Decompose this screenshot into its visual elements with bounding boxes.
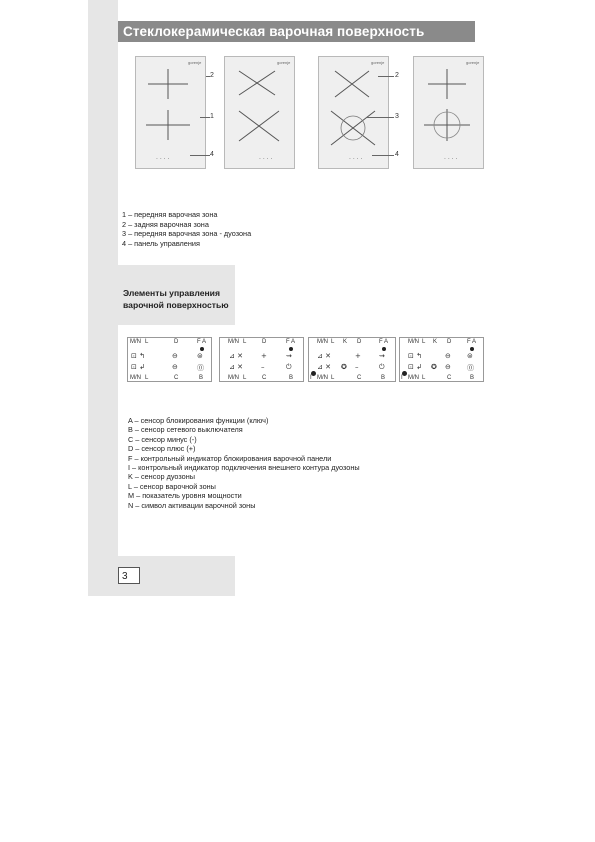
panel-label: M/N [317, 339, 328, 345]
panel-label: M/N [228, 339, 239, 345]
callout-label: 3 [395, 113, 399, 120]
page-footer-box [88, 556, 235, 596]
lock-icon: ⊜ [467, 352, 473, 360]
duozone-icon: ✪ [431, 363, 437, 371]
zone-display-icon: ⊡ ↲ [408, 363, 422, 371]
brand-logo: gorenje [466, 60, 480, 65]
zone-display-icon: ⊿ ✕ [317, 352, 331, 360]
zone-display-icon: ⊡ ↲ [131, 363, 145, 371]
list-item: L – сенсор варочной зоны [128, 481, 216, 491]
panel-label: L [331, 375, 335, 381]
power-icon: ⓪ [197, 364, 204, 372]
panel-label: L [243, 339, 247, 345]
list-item: I – контрольный индикатор подключения внешнего контура дуозоны [128, 463, 360, 473]
section-title: Элементы управления варочной поверхностью [123, 288, 229, 310]
control-panel-3 [308, 337, 396, 382]
plus-icon: + [261, 352, 267, 360]
panel-label: D [262, 339, 267, 345]
callout-line [206, 76, 210, 77]
svg-text:· · · ·: · · · · [156, 156, 170, 163]
panel-label: B [381, 375, 386, 381]
control-panel-4 [399, 337, 484, 382]
list-item: A – сенсор блокирования функции (ключ) [128, 416, 269, 425]
hob-panel-2 [224, 56, 295, 169]
list-item: C – сенсор минус (-) [128, 434, 197, 444]
panel-label: I [310, 375, 312, 381]
hob-panel-4 [413, 56, 484, 169]
list-item: D – сенсор плюс (+) [128, 444, 196, 454]
callout-label: 2 [210, 72, 214, 79]
panel-label: L [243, 375, 247, 381]
plus-icon: ⊖ [172, 352, 178, 360]
brand-logo: gorenje [277, 60, 291, 65]
lock-indicator [200, 347, 204, 351]
panel-label: M/N [317, 375, 328, 381]
page-sidebar [88, 0, 118, 596]
legend-item: 3 – передняя варочная зона - дуозона [122, 229, 252, 239]
callout-line [190, 155, 210, 156]
panel-label: K [343, 339, 348, 345]
panel-label: L [145, 339, 149, 345]
minus-icon: ⊖ [172, 363, 178, 371]
panel-label: D [174, 339, 179, 345]
legend-item: 1 – передняя варочная зона [122, 210, 218, 219]
panel-label: F A [197, 339, 207, 345]
panel-label: I [401, 375, 403, 381]
zone-display-icon: ⊡ ↰ [408, 352, 422, 360]
hob-panel-3 [318, 56, 389, 169]
panel-label: F A [379, 339, 389, 345]
minus-icon: – [355, 363, 359, 371]
plus-icon: + [355, 352, 361, 360]
panel-label: M/N [408, 375, 419, 381]
minus-icon: – [261, 363, 265, 371]
panel-label: M/N [130, 375, 141, 381]
panel-label: C [357, 375, 362, 381]
lock-icon: ⊜ [197, 352, 203, 360]
panel-label: M/N [228, 375, 239, 381]
minus-icon: ⊖ [445, 363, 451, 371]
figure-legend [122, 210, 251, 248]
svg-text:· · · ·: · · · · [349, 156, 363, 163]
control-panel-1 [127, 337, 212, 382]
panel-label: B [289, 375, 294, 381]
zone-display-icon: ⊿ ✕ [229, 352, 243, 360]
callout-line [366, 117, 394, 118]
panel-label: L [422, 375, 426, 381]
lock-indicator [382, 347, 386, 351]
panel-label: K [433, 339, 438, 345]
page-number: 3 [118, 567, 140, 584]
callout-line [200, 117, 210, 118]
list-item: B – сенсор сетевого выключателя [128, 425, 243, 435]
callout-label: 2 [395, 72, 399, 79]
hob-panel-1 [135, 56, 206, 169]
panel-label: L [422, 339, 426, 345]
panel-label: F A [467, 339, 477, 345]
panel-label: C [447, 375, 452, 381]
callout-label: 1 [210, 113, 214, 120]
brand-logo: gorenje [188, 60, 202, 65]
panel-label: L [145, 375, 149, 381]
legend-item: 4 – панель управления [122, 238, 200, 248]
elements-list [128, 416, 360, 510]
control-panel-2 [219, 337, 304, 382]
callout-line [378, 76, 394, 77]
panel-label: M/N [408, 339, 419, 345]
panel-label: D [447, 339, 452, 345]
zone-display-icon: ⊿ ✕ [229, 363, 243, 371]
zone-display-icon: ⊿ ✕ [317, 363, 331, 371]
panel-label: F A [286, 339, 296, 345]
power-icon: ⓪ [467, 364, 474, 372]
panel-label: L [331, 339, 335, 345]
lock-indicator [470, 347, 474, 351]
plus-icon: ⊖ [445, 352, 451, 360]
panel-label: B [470, 375, 475, 381]
list-item: N – символ активации варочной зоны [128, 500, 256, 510]
panel-label: C [174, 375, 179, 381]
power-icon: ⏻ [379, 363, 385, 371]
power-icon: ⏻ [286, 363, 292, 371]
callout-label: 4 [395, 151, 399, 158]
legend-item: 2 – задняя варочная зона [122, 219, 209, 229]
lock-indicator [289, 347, 293, 351]
lock-icon: ⇝ [286, 352, 292, 360]
panel-label: M/N [130, 339, 141, 345]
svg-text:· · · ·: · · · · [259, 156, 273, 163]
duozone-icon: ✪ [341, 363, 347, 371]
list-item: K – сенсор дуозоны [128, 472, 195, 482]
list-item: F – контрольный индикатор блокирования варочной панели [128, 453, 332, 463]
brand-logo: gorenje [371, 60, 385, 65]
panel-label: D [357, 339, 362, 345]
lock-icon: ⇝ [379, 352, 385, 360]
page-title: Стеклокерамическая варочная поверхность [118, 21, 475, 42]
svg-text:· · · ·: · · · · [444, 156, 458, 163]
panel-label: B [199, 375, 204, 381]
callout-line [372, 155, 394, 156]
zone-display-icon: ⊡ ↰ [131, 352, 145, 360]
callout-label: 4 [210, 151, 214, 158]
panel-label: C [262, 375, 267, 381]
list-item: M – показатель уровня мощности [128, 491, 242, 501]
